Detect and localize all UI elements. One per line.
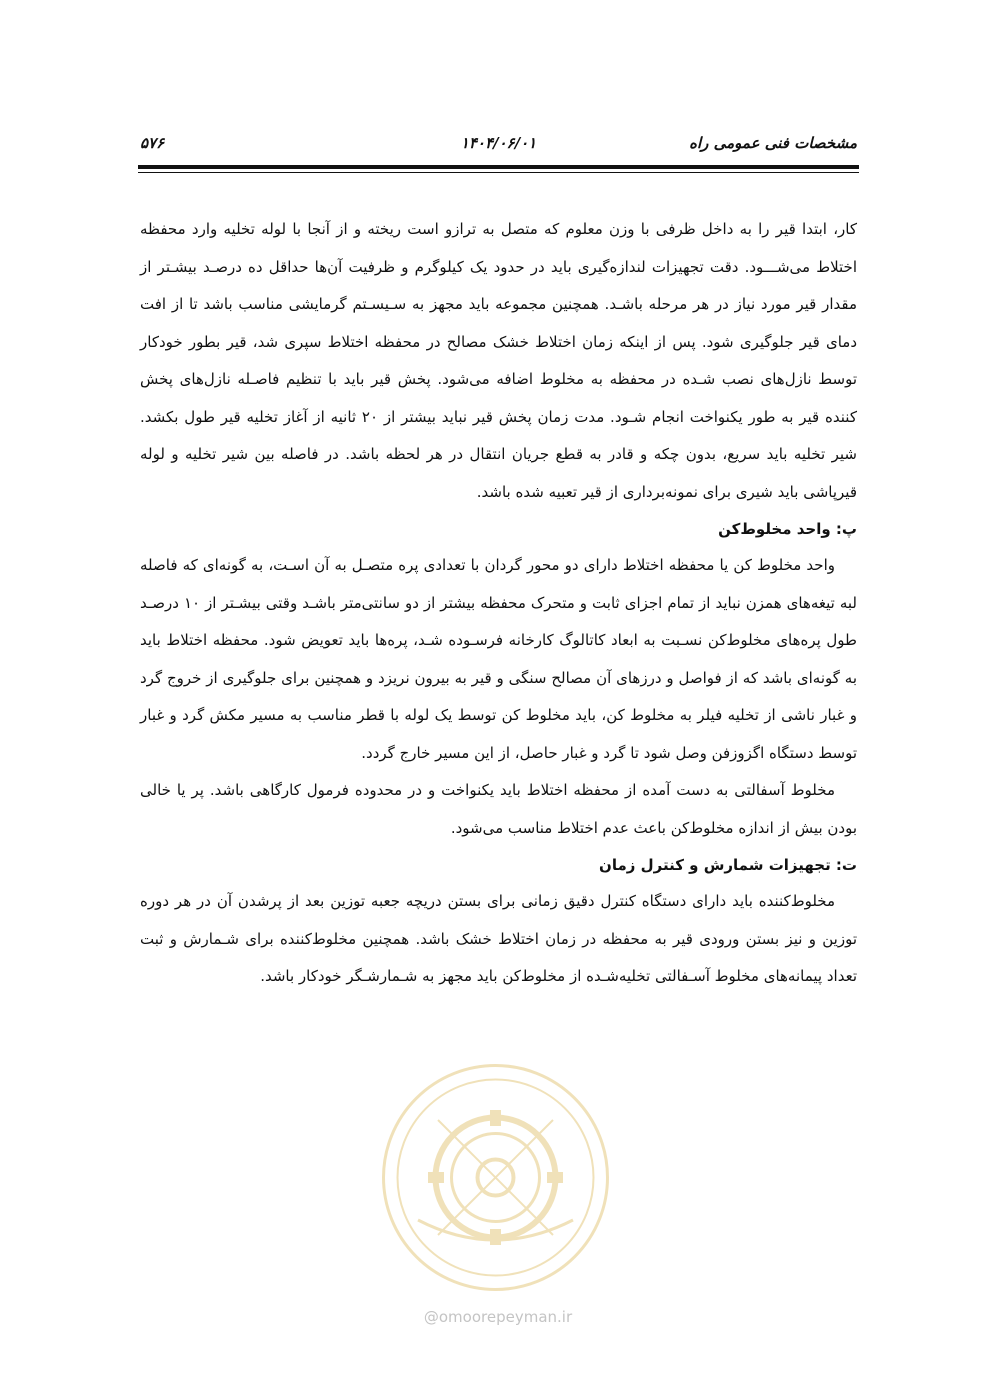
header-rule-thin	[138, 172, 859, 173]
paragraph-counting-timing: مخلوط‌کننده باید دارای دستگاه کنترل دقیق زمانی برای بستن دریچه جعبه توزین بعد از پرشدن آن در هر دوره توزین و نیز بستن ورودی قیر به محفظه در زمان اختلاط خشک باشد. همچنین مخلوط‌کننده برای شـمارش و ثبت تعداد پیمانه‌های مخلوط آسـفالتی تخلیه‌شـده از مخلوط‌کن باید مجهز به شـمارشـگر خودکار باشد.	[140, 892, 857, 985]
paragraph-asphalt-mix: مخلوط آسفالتی به دست آمده از محفظه اختلاط باید یکنواخت و در محدوده فرمول کارگاهی باشد. پر یا خالی بودن بیش از اندازه مخلوط‌کن باعث عدم اختلاط مناسب می‌شود.	[140, 781, 857, 837]
document-body	[140, 211, 857, 996]
paragraph-bitumen-weighing: کار، ابتدا قیر را به داخل ظرفی با وزن معلوم که متصل به ترازو است ریخته و از آنجا با لوله تخلیه وارد محفظه اختلاط می‌شـــود. دقت تجهیزات لندازه‌گیری باید در حدود یک کیلوگرم و ظرفیت آن‌ها حداقل ده درصـد بیشـتر از مقدار قیر مورد نیاز در هر مرحله باشـد. همچنین مجموعه باید مجهز به سـیسـتم گرمایشی مناسب باشد تا از افت دمای قیر جلوگیری شود. پس از اینکه زمان اختلاط خشک مصالح در محفظه اختلاط سپری شد، قیر بطور خودکار توسط نازل‌های نصب شـده در محفظه به مخلوط اضافه می‌شود. پخش قیر باید با تنظیم فاصـله نازل‌های پخش کننده قیر به طور یکنواخت انجام شـود. مدت زمان پخش قیر نباید بیشتر از ۲۰ ثانیه از آغاز تخلیه قیر طول بکشد. شیر تخلیه باید سریع، بدون چکه و قادر به قطع جریان انتقال در هر لحظه باشد. در فاصله بین شیر تخلیه و لوله قیرپاشی باید شیری برای نمونه‌برداری از قیر تعبیه شده باشد.	[140, 220, 857, 501]
paragraph-mixer-unit: واحد مخلوط کن یا محفظه اختلاط دارای دو محور گردان با تعدادی پره متصـل به آن اسـت، به گونه‌ای که فاصله لبه تیغه‌های همزن نباید از تمام اجزای ثابت و متحرک محفظه بیشتر از دو سانتی‌متر باشـد وقتی بیشـتر از ۱۰ درصـد طول پره‌های مخلوط‌کن نسـبت به ابعاد کاتالوگ کارخانه فرسـوده شـد، پره‌ها باید تعویض شود. محفظه اختلاط باید به گونه‌ای باشد که از فواصل و درزهای آن مصالح سنگی و قیر به بیرون نریزد و همچنین برای جلوگیری از خروج گرد و غبار ناشی از تخلیه فیلر به مخلوط کن، باید مخلوط کن توسط یک لوله با قطر مناسب به مسیر مکش گرد و غبار توسط دستگاه اگزوزفن وصل شود تا گرد و غبار حاصل، از این مسیر خارج گردد.	[140, 556, 857, 762]
page-number: ۵۷۶	[140, 134, 165, 152]
section-heading-mixer-unit: پ: واحد مخلوط‌کن	[718, 520, 857, 538]
header-title: مشخصات فنی عمومی راه	[689, 134, 857, 152]
header-date: ۱۴۰۴/۰۶/۰۱	[460, 134, 537, 152]
seal-logo-icon	[378, 1060, 613, 1295]
page-header	[140, 128, 857, 158]
watermark-url: @omoorepeyman.ir	[423, 1308, 573, 1326]
section-heading-counting-timing: ت: تجهیزات شمارش و کنترل زمان	[599, 856, 857, 874]
header-rule-thick	[138, 165, 859, 169]
